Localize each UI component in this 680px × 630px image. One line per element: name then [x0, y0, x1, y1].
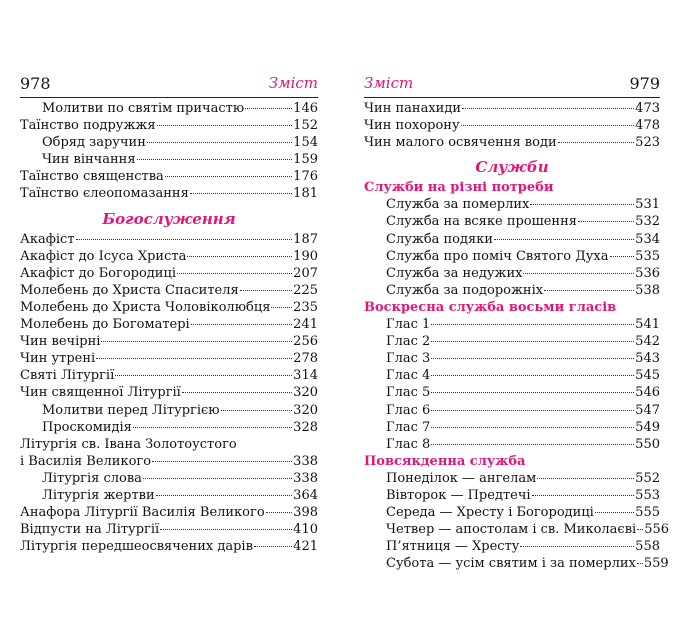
- toc-entry-title: Літургія передшеосвячених дарів: [20, 539, 253, 555]
- toc-entry-title: Глас 8: [386, 436, 431, 452]
- leader-dots: [494, 239, 634, 240]
- right-header-rule: [364, 97, 660, 98]
- leader-dots: [187, 256, 292, 257]
- left-running-title: Зміст: [268, 74, 318, 92]
- two-line-entry-line1: Літургія св. Івана Золотоустого: [20, 436, 237, 452]
- toc-entry-page: 559: [643, 556, 669, 572]
- leader-dots: [156, 495, 293, 496]
- toc-entry-page: 241: [293, 317, 318, 333]
- left-page: [20, 0, 318, 630]
- leader-dots: [96, 358, 292, 359]
- leader-dots: [431, 375, 634, 376]
- toc-entry-title: Глас 4: [386, 368, 431, 384]
- toc-entry-title: Молебень до Богоматері: [20, 317, 190, 333]
- toc-entry-page: 159: [293, 152, 318, 168]
- toc-entry[interactable]: [364, 504, 660, 521]
- leader-dots: [431, 410, 634, 411]
- toc-entry[interactable]: [364, 282, 660, 299]
- left-toc: [20, 100, 318, 555]
- toc-entry[interactable]: [364, 538, 660, 555]
- toc-entry[interactable]: [364, 367, 660, 384]
- toc-entry-page: 543: [635, 351, 660, 367]
- group1-title: Служби на різні потреби: [364, 180, 554, 196]
- toc-entry-title: Чин малого освячення води: [364, 135, 557, 151]
- group2-entries: [364, 316, 660, 453]
- leader-dots: [544, 290, 634, 291]
- toc-entry-page: 552: [635, 470, 660, 486]
- toc-entry[interactable]: [364, 265, 660, 282]
- toc-entry-page: 473: [635, 101, 660, 116]
- toc-entry-title: Акафіст: [20, 231, 75, 247]
- toc-entry-page: 320: [293, 385, 318, 401]
- toc-entry-title: Понеділок — ангелам: [386, 470, 537, 486]
- toc-entry-title: Четвер — апостолам і св. Миколаєві: [386, 522, 637, 538]
- toc-entry-page: 558: [635, 539, 660, 555]
- leader-dots: [537, 478, 634, 479]
- toc-entry-title: Глас 2: [386, 334, 431, 350]
- toc-entry[interactable]: [364, 521, 670, 538]
- toc-entry[interactable]: [364, 134, 660, 151]
- toc-entry-page: 550: [635, 436, 660, 452]
- toc-entry[interactable]: [20, 168, 318, 185]
- toc-entry-title: Середа — Хресту і Богородиці: [386, 505, 594, 521]
- toc-entry-title: Обряд заручин: [42, 135, 146, 151]
- toc-entry-title: Відпусти на Літургії: [20, 522, 160, 538]
- leader-dots: [431, 392, 634, 393]
- left-top-entries: [20, 100, 318, 203]
- toc-entry[interactable]: [20, 470, 318, 487]
- toc-entry[interactable]: [20, 384, 318, 401]
- toc-entry[interactable]: [364, 470, 660, 487]
- toc-entry[interactable]: [20, 299, 318, 316]
- leader-dots: [101, 341, 292, 342]
- toc-entry-title: Служба про поміч Святого Духа: [386, 248, 609, 264]
- toc-entry-title: Чин утрені: [20, 351, 96, 367]
- toc-entry-title: П’ятниця — Хресту: [386, 539, 520, 555]
- leader-dots: [462, 108, 634, 109]
- toc-entry[interactable]: [364, 555, 669, 572]
- right-top-entries: [364, 100, 660, 151]
- toc-entry-page: 181: [293, 186, 318, 202]
- toc-entry[interactable]: [20, 231, 318, 248]
- toc-entry-page: 225: [293, 282, 318, 298]
- toc-entry-title: Глас 1: [386, 317, 431, 333]
- toc-entry-title: Чин вечірні: [20, 334, 101, 350]
- toc-entry-page: 207: [293, 265, 318, 281]
- group3-entries: [364, 470, 670, 573]
- left-section-title: Богослуження: [102, 209, 236, 228]
- leader-dots: [182, 392, 292, 393]
- two-line-entry[interactable]: [20, 453, 318, 470]
- toc-entry-page: 398: [293, 505, 318, 521]
- toc-entry[interactable]: [364, 231, 660, 248]
- toc-entry[interactable]: [20, 248, 318, 265]
- leader-dots: [271, 307, 292, 308]
- right-toc: [364, 100, 670, 572]
- toc-entry-title: Літургія слова: [42, 470, 142, 486]
- toc-entry-page: 535: [635, 248, 660, 264]
- toc-entry-title: Глас 3: [386, 351, 431, 367]
- toc-entry-page: 154: [293, 135, 318, 151]
- right-running-title: Зміст: [364, 74, 414, 92]
- leader-dots: [461, 125, 635, 126]
- toc-entry-page: 410: [293, 522, 318, 538]
- two-line-entry-line2: і Василія Великого: [20, 453, 152, 469]
- leader-dots: [523, 273, 634, 274]
- leader-dots: [431, 444, 634, 445]
- toc-entry-page: 545: [635, 368, 660, 384]
- toc-entry-title: Таїнство єлеопомазання: [20, 186, 189, 202]
- leader-dots: [530, 204, 634, 205]
- toc-entry-page: 190: [293, 248, 318, 264]
- toc-entry[interactable]: [364, 487, 660, 504]
- leader-dots: [520, 546, 634, 547]
- toc-entry[interactable]: [20, 350, 318, 367]
- toc-entry-title: Молитви перед Літургією: [42, 402, 220, 418]
- right-page-number: 979: [629, 74, 660, 93]
- toc-entry[interactable]: [20, 419, 318, 436]
- toc-entry[interactable]: [364, 213, 660, 230]
- toc-entry-page: 421: [293, 539, 318, 555]
- toc-entry-page: 338: [293, 470, 318, 486]
- toc-entry-page: 364: [293, 487, 318, 503]
- toc-entry-title: Служба подяки: [386, 231, 494, 247]
- toc-entry-page: 556: [644, 522, 670, 538]
- toc-entry-page: 553: [635, 487, 660, 503]
- toc-entry[interactable]: [364, 196, 660, 213]
- toc-entry[interactable]: [364, 248, 660, 265]
- toc-entry[interactable]: [364, 402, 660, 419]
- leader-dots: [240, 290, 292, 291]
- leader-dots: [76, 239, 293, 240]
- group3-title: Повсякденна служба: [364, 453, 526, 469]
- toc-entry[interactable]: [364, 100, 660, 117]
- leader-dots: [431, 341, 634, 342]
- toc-entry-page: 549: [635, 419, 660, 435]
- leader-dots: [147, 142, 292, 143]
- leader-dots: [221, 410, 293, 411]
- toc-entry[interactable]: [364, 316, 660, 333]
- toc-entry-page: 531: [635, 197, 660, 213]
- toc-entry[interactable]: [20, 185, 318, 202]
- toc-entry-title: Молебень до Христа Спасителя: [20, 282, 239, 298]
- leader-dots: [637, 563, 643, 564]
- toc-entry-page: 187: [293, 231, 318, 247]
- toc-entry[interactable]: [20, 538, 318, 555]
- leader-dots: [431, 427, 634, 428]
- leader-dots: [610, 256, 635, 257]
- leader-dots: [431, 358, 634, 359]
- toc-entry-page: 542: [635, 334, 660, 350]
- right-running-head: [364, 74, 660, 96]
- two-line-entry-page: 338: [293, 453, 318, 469]
- toc-entry-page: 534: [635, 231, 660, 247]
- toc-entry-title: Таїнство священства: [20, 169, 164, 185]
- toc-entry-title: Акафіст до Ісуса Христа: [20, 248, 187, 264]
- toc-entry-title: Проскомидія: [42, 419, 132, 435]
- leader-dots: [431, 324, 634, 325]
- leader-dots: [165, 176, 292, 177]
- toc-entry-page: 314: [293, 368, 318, 384]
- toc-entry-title: Служба на всяке прошення: [386, 214, 577, 230]
- toc-entry-title: Молитви по святім причастю: [42, 101, 245, 116]
- toc-entry-title: Святі Літургії: [20, 368, 115, 384]
- toc-entry-page: 328: [293, 419, 318, 435]
- toc-entry-page: 320: [293, 402, 318, 418]
- left-header-rule: [20, 97, 318, 98]
- toc-entry-title: Чин вінчання: [42, 152, 136, 168]
- toc-entry-page: 532: [635, 214, 660, 230]
- right-page: [364, 0, 670, 630]
- toc-entry-title: Чин панахиди: [364, 101, 462, 116]
- leader-dots: [637, 529, 643, 530]
- toc-entry-title: Служба за подорожніх: [386, 282, 544, 298]
- toc-entry[interactable]: [20, 367, 318, 384]
- toc-entry[interactable]: [364, 419, 660, 436]
- leader-dots: [152, 461, 292, 462]
- left-tail-entries: [20, 470, 318, 555]
- toc-entry-page: 546: [635, 385, 660, 401]
- toc-entry-page: 152: [293, 118, 318, 134]
- left-main-entries: [20, 231, 318, 436]
- toc-entry-title: Таїнство подружжя: [20, 118, 156, 134]
- toc-entry[interactable]: [20, 282, 318, 299]
- toc-entry-page: 541: [635, 317, 660, 333]
- leader-dots: [191, 324, 292, 325]
- leader-dots: [578, 221, 634, 222]
- left-running-head: [20, 74, 318, 96]
- toc-entry-page: 555: [635, 505, 660, 521]
- toc-entry[interactable]: [20, 117, 318, 134]
- toc-entry[interactable]: [20, 316, 318, 333]
- toc-entry-title: Анафора Літургії Василія Великого: [20, 505, 265, 521]
- toc-entry[interactable]: [364, 117, 660, 134]
- leader-dots: [558, 142, 635, 143]
- toc-entry-page: 547: [635, 402, 660, 418]
- leader-dots: [595, 512, 634, 513]
- toc-entry-title: Субота — усім святим і за померлих: [386, 556, 636, 572]
- toc-entry[interactable]: [20, 504, 318, 521]
- group1-entries: [364, 196, 660, 299]
- toc-entry-title: Вівторок — Предтечі: [386, 487, 531, 503]
- toc-entry-title: Молебень до Христа Чоловіколюбця: [20, 299, 271, 315]
- toc-entry-page: 538: [635, 282, 660, 298]
- toc-entry[interactable]: [364, 436, 660, 453]
- leader-dots: [245, 108, 292, 109]
- leader-dots: [133, 427, 292, 428]
- toc-entry-page: 536: [635, 265, 660, 281]
- toc-entry-title: Глас 7: [386, 419, 431, 435]
- toc-entry-page: 235: [293, 299, 318, 315]
- leader-dots: [190, 193, 292, 194]
- toc-entry-page: 176: [293, 169, 318, 185]
- toc-entry[interactable]: [364, 333, 660, 350]
- toc-entry[interactable]: [20, 333, 318, 350]
- leader-dots: [532, 495, 635, 496]
- group2-title: Воскресна служба восьми гласів: [364, 299, 617, 315]
- left-page-number: 978: [20, 74, 51, 93]
- toc-entry[interactable]: [20, 265, 318, 282]
- toc-entry[interactable]: [20, 151, 318, 168]
- leader-dots: [254, 546, 292, 547]
- toc-entry-title: Служба за померлих: [386, 197, 530, 213]
- leader-dots: [160, 529, 292, 530]
- toc-entry-title: Літургія жертви: [42, 487, 155, 503]
- toc-entry-title: Чин похорону: [364, 118, 460, 134]
- toc-entry-page: 478: [635, 118, 660, 134]
- leader-dots: [266, 512, 293, 513]
- leader-dots: [143, 478, 292, 479]
- toc-entry-title: Глас 5: [386, 385, 431, 401]
- toc-entry-page: 146: [293, 101, 318, 116]
- toc-entry[interactable]: [20, 487, 318, 504]
- toc-entry-title: Глас 6: [386, 402, 431, 418]
- toc-entry[interactable]: [364, 384, 660, 401]
- toc-entry-page: 523: [635, 135, 660, 151]
- toc-entry-title: Чин священної Літургії: [20, 385, 181, 401]
- leader-dots: [115, 375, 292, 376]
- toc-entry[interactable]: [20, 100, 318, 117]
- toc-entry-title: Акафіст до Богородиці: [20, 265, 176, 281]
- toc-entry-page: 278: [293, 351, 318, 367]
- toc-entry-title: Служба за недужих: [386, 265, 523, 281]
- right-section-title: Служби: [475, 158, 549, 177]
- toc-entry[interactable]: [20, 134, 318, 151]
- leader-dots: [157, 125, 293, 126]
- toc-entry[interactable]: [364, 350, 660, 367]
- leader-dots: [177, 273, 292, 274]
- toc-entry-page: 256: [293, 334, 318, 350]
- toc-entry[interactable]: [20, 402, 318, 419]
- leader-dots: [137, 159, 293, 160]
- toc-entry[interactable]: [20, 521, 318, 538]
